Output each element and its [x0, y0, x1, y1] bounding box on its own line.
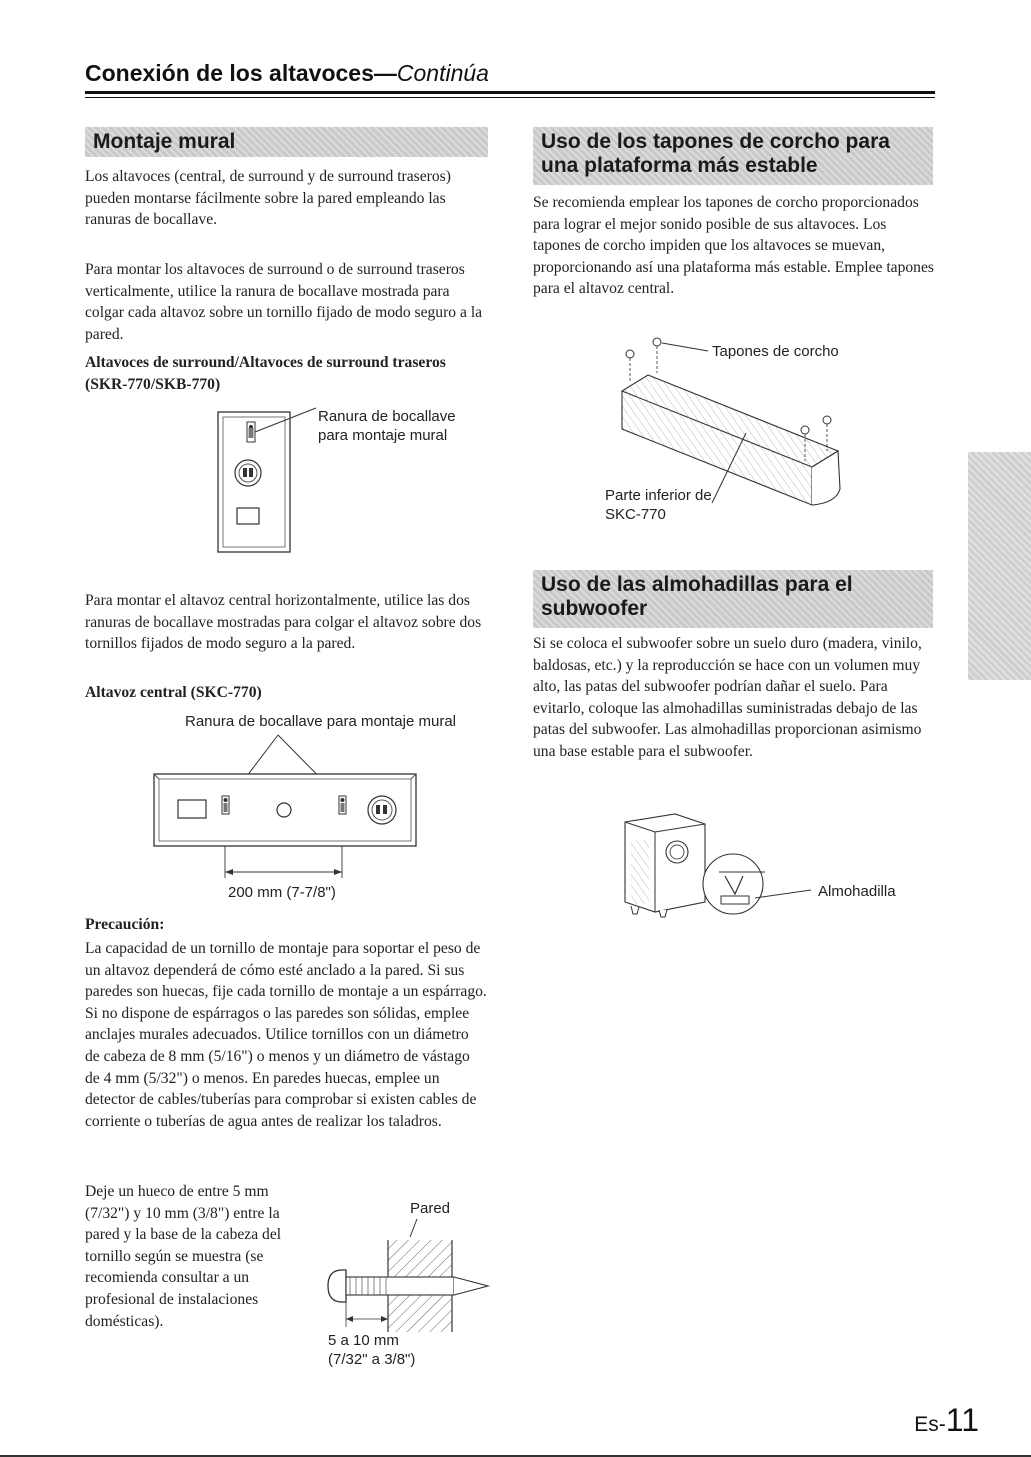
subhead-center: Altavoz central (SKC-770): [85, 684, 262, 701]
fig2-dimension: 200 mm (7-7/8"): [228, 884, 336, 901]
pad-label: Almohadilla: [818, 883, 896, 900]
cork-caps-label: Tapones de corcho: [712, 343, 839, 360]
fig3-dimension-line1: 5 a 10 mm: [328, 1332, 399, 1349]
header-rule: [85, 91, 935, 94]
precaution-text: La capacidad de un tornillo de montaje para soportar el peso de un altavoz dependerá de cómo esté anclado a la pared. Si sus paredes son huecas, fije cada tornillo de montaje a un espárrago. Si no dispone de espárragos o las paredes son sólidas, emplee anclajes murales adecuados. Utilice tornillos con un diámetro de cabeza de 8 mm (5/16") o menos y un diámetro de vástago de 4 mm (5/32") o menos. En paredes huecas, emplee un detector de cables/tuberías para comprobar si existen cables de corriente o tuberías de agua antes de realizar los taladros.: [85, 940, 487, 1130]
surround-mounting-paragraph: Para montar los altavoces de surround o de surround traseros verticalmente, utilice la ranura de bocallave mostrada para colgar cada altavoz sobre un tornillo fijado de modo seguro a la pared.: [85, 261, 483, 343]
wall-label: Pared: [410, 1200, 451, 1217]
header-rule-thin: [85, 97, 935, 98]
intro-paragraph: Los altavoces (central, de surround y de surround traseros) pueden montarse fácilmente sobre la pared empleando las ranuras de bocallave.: [85, 168, 451, 229]
subhead-surround: Altavoces de surround/Altavoces de surround traseros (SKR-770/SKB-770): [85, 354, 446, 393]
section-title-montaje-mural: Montaje mural: [85, 127, 488, 157]
fig1-label-line1: Ranura de bocallave: [318, 408, 456, 425]
subwoofer-figure: [615, 810, 815, 925]
fig1-label-line2: para montaje mural: [318, 427, 448, 444]
section-title-almohadillas: Uso de las almohadillas para el subwoofer: [533, 570, 933, 628]
fig-bottom-label-line2: SKC-770: [605, 506, 666, 523]
surround-speaker-back-figure: [210, 400, 310, 560]
fig2-label: Ranura de bocallave para montaje mural: [185, 713, 456, 730]
precaution-title: Precaución:: [85, 916, 165, 933]
screw-wall-figure: [320, 1215, 490, 1335]
gap-instructions: Deje un hueco de entre 5 mm (7/32") y 10 mm (3/8") entre la pared y la base de la cabeza del tornillo según se muestra (se recomienda consultar a un profesional de instalaciones domésticas).: [85, 1183, 282, 1330]
fig3-dimension-line2: (7/32" a 3/8"): [328, 1351, 416, 1368]
cork-paragraph: Se recomienda emplear los tapones de corcho proporcionados para lograr el mejor sonido posible de sus altavoces. Los tapones de corcho impiden que los altavoces se muevan, proporcionando así una plataforma más estable. Emplee tapones para el altavoz central.: [533, 194, 934, 298]
page-number: Es-11: [914, 1402, 979, 1438]
subwoofer-paragraph: Si se coloca el subwoofer sobre un suelo duro (madera, vinilo, baldosas, etc.) y la reproducción se hace con un volumen muy alto, las patas del subwoofer podrían dañar el suelo. Para evitarlo, coloque las almohadillas suministradas debajo de las patas del subwoofer. Las almohadillas proporcionan asimismo una base estable para el subwoofer.: [533, 635, 922, 760]
side-tab: [968, 452, 1031, 680]
fig-bottom-label-line1: Parte inferior de: [605, 487, 712, 504]
center-mounting-paragraph: Para montar el altavoz central horizontalmente, utilice las dos ranuras de bocallave mostradas para colgar el altavoz sobre dos tornillos fijados de modo seguro a la pared.: [85, 592, 482, 653]
page-title: Conexión de los altavoces—Continúa: [85, 60, 489, 86]
section-title-tapones: Uso de los tapones de corcho para una plataforma más estable: [533, 127, 933, 185]
center-speaker-back-figure: [150, 730, 420, 880]
